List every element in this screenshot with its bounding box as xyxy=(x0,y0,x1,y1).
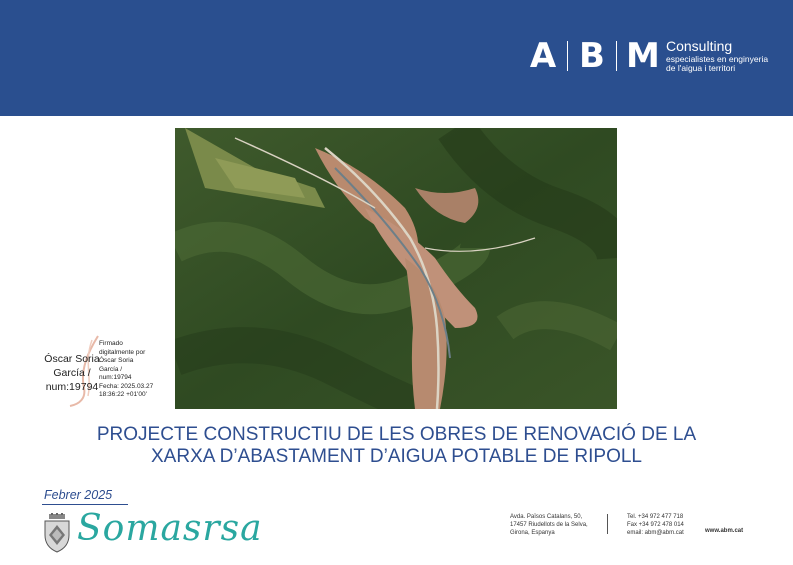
address-line: Girona, Espanya xyxy=(510,530,555,536)
signature-details xyxy=(99,340,171,400)
aerial-photo xyxy=(175,128,617,409)
document-title-line-2: XARXA D’ABASTAMENT D’AIGUA POTABLE DE RIPOLL xyxy=(151,446,642,467)
logo-divider xyxy=(567,41,568,71)
signer-name-line-3: num:19794 xyxy=(45,381,99,393)
signature-detail-line: Óscar Soria xyxy=(99,357,134,364)
logo-tagline-2: de l'aigua i territori xyxy=(666,63,736,73)
signer-name-line-2: García / xyxy=(53,367,91,379)
signature-detail-line: Fecha: 2025.03.27 xyxy=(99,382,154,390)
logo-word: Consulting xyxy=(666,38,733,54)
contact-address xyxy=(510,513,600,537)
signature-detail-line: García / xyxy=(99,365,123,373)
abm-letter-m: M xyxy=(626,36,660,76)
abm-letter-b: B xyxy=(579,36,605,76)
website-link[interactable]: www.abm.cat xyxy=(705,528,744,534)
signer-name-line-1: Óscar Soria xyxy=(44,353,100,365)
signature-detail-line: digitalmente por xyxy=(99,348,146,356)
phone-line: Tel. +34 972 477 718 xyxy=(627,514,684,520)
email-line[interactable]: email: abm@abm.cat xyxy=(627,530,684,536)
signature-detail-line: Firmado xyxy=(99,340,123,347)
signer-name xyxy=(42,352,102,394)
phone-line: Fax +34 972 478 014 xyxy=(627,522,684,528)
signature-detail-line: num:19794 xyxy=(99,374,132,381)
somarsa-logo: Somasrsa xyxy=(77,508,263,549)
document-title xyxy=(20,424,773,468)
address-line: Avda. Països Catalans, 50, xyxy=(510,514,583,520)
header-band xyxy=(0,0,793,116)
abm-consulting-logo xyxy=(528,36,768,76)
address-line: 17457 Riudellots de la Selva, xyxy=(510,522,588,528)
abm-logo-text xyxy=(666,39,768,73)
contact-divider xyxy=(607,514,608,534)
coat-of-arms-icon xyxy=(43,513,71,553)
abm-letter-a: A xyxy=(529,36,557,76)
document-date: Febrer 2025 xyxy=(44,488,113,502)
aerial-photo-ripoll xyxy=(175,128,617,409)
document-title-line-1: PROJECTE CONSTRUCTIU DE LES OBRES DE RENOVACIÓ DE LA xyxy=(96,424,697,445)
signature-detail-line: 18:36:22 +01'00' xyxy=(99,391,147,398)
logo-divider xyxy=(616,41,617,71)
digital-signature xyxy=(40,332,175,408)
logo-tagline-1: especialistes en enginyeria xyxy=(666,54,769,64)
date-underline xyxy=(42,504,128,505)
contact-phone xyxy=(627,513,697,537)
abm-letters xyxy=(528,36,660,76)
